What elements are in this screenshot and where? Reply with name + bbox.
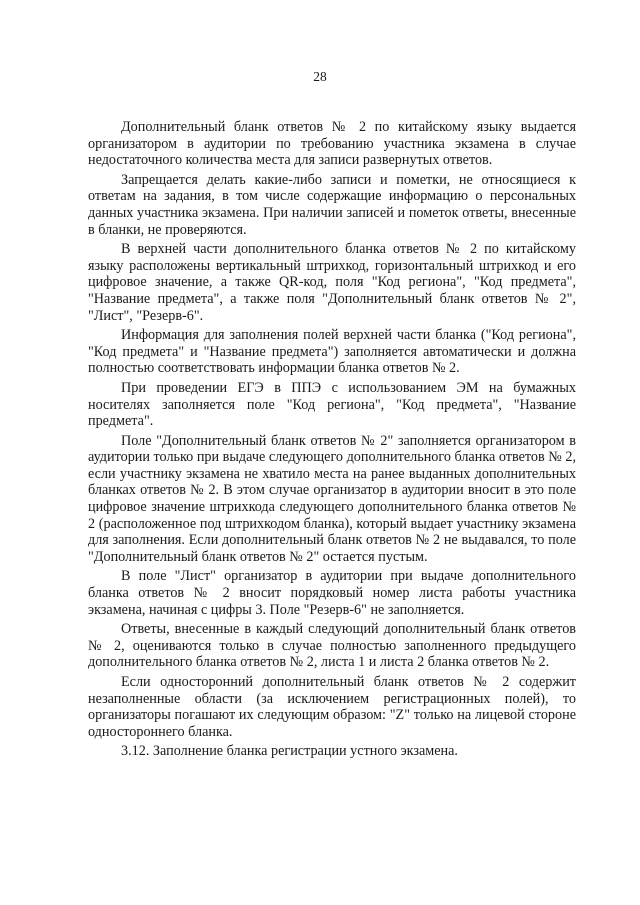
section-heading: 3.12. Заполнение бланка регистрации устного экзамена. [121,743,458,760]
paragraph: Если односторонний дополнительный бланк ответов № 2 содержит незаполненные области (за исключением регистрационных полей), то организаторы погашают их следующим образом: "Z" только на лицевой стороне одностороннего бланка. [88,674,576,740]
paragraph: В верхней части дополнительного бланка ответов № 2 по китайскому языку расположены вертикальный штрихкод, горизонтальный штрихкод и его цифровое значение, а также QR-код, поля "Код региона", "Код предмета", "Название предмета", а также поля "Дополнительный бланк ответов № 2", "Лист", "Резерв-6". [88,241,576,324]
paragraph: Информация для заполнения полей верхней части бланка ("Код региона", "Код предмета" и "Название предмета") заполняется автоматически и должна полностью соответствовать информации бланка ответов № 2. [88,327,576,377]
paragraph: Поле "Дополнительный бланк ответов № 2" заполняется организатором в аудитории только при выдаче следующего дополнительного бланка ответов № 2, если участнику экзамена не хватило места на ранее выданных дополнительных бланках ответов № 2. В этом случае организатор в аудитории вносит в это поле цифровое значение штрихкода следующего дополнительного бланка ответов № 2 (расположенное под штрихкодом бланка), который выдает участнику экзамена для заполнения. Если дополнительный бланк ответов № 2 не выдавался, то поле "Дополнительный бланк ответов № 2" остается пустым. [88,432,576,565]
paragraph: Запрещается делать какие-либо записи и пометки, не относящиеся к ответам на задания, в том числе содержащие информацию о персональных данных участника экзамена. При наличии записей и пометок ответы, внесенные в бланки, не проверяются. [88,171,576,238]
paragraph: Дополнительный бланк ответов № 2 по китайскому языку выдается организатором в аудитории по требованию участника экзамена в случае недостаточного количества места для записи развернутых ответов. [88,119,576,169]
page-number: 28 [313,69,327,84]
paragraph: В поле "Лист" организатор в аудитории при выдаче дополнительного бланка ответов № 2 вносит порядковый номер листа работы участника экзамена, начиная с цифры 3. Поле "Резерв-6" не заполняется. [88,568,576,618]
paragraph: Ответы, внесенные в каждый следующий дополнительный бланк ответов № 2, оцениваются только в случае полностью заполненного предыдущего дополнительного бланка ответов № 2, листа 1 и листа 2 бланка ответов № 2. [88,621,576,671]
paragraph: При проведении ЕГЭ в ППЭ с использованием ЭМ на бумажных носителях заполняется поле "Код региона", "Код предмета", "Название предмета". [88,379,576,430]
body-text [88,119,576,763]
